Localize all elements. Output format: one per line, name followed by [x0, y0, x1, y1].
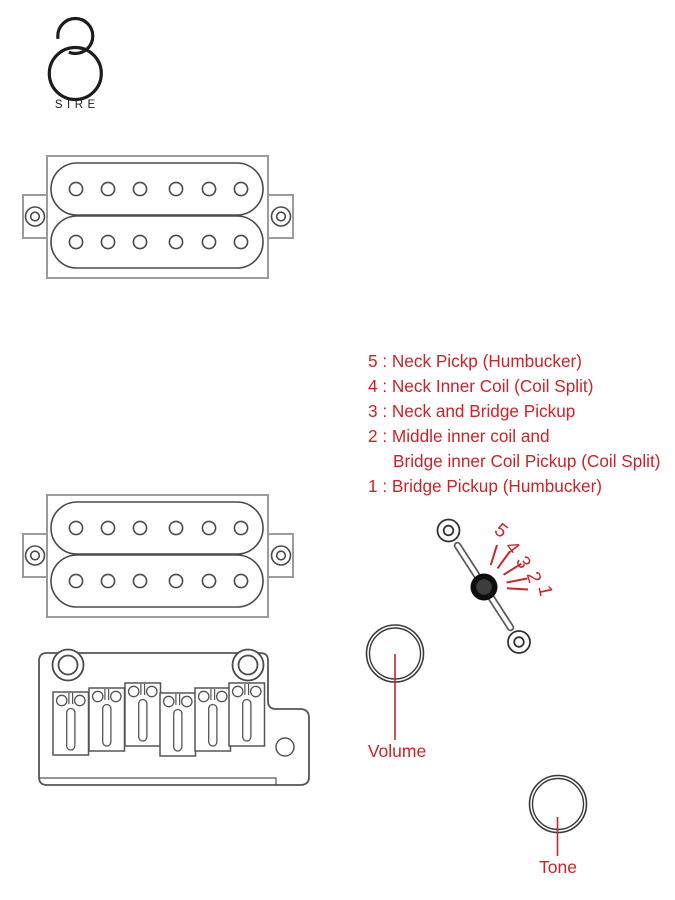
neck-pickup-illustration	[22, 155, 294, 279]
svg-text:4: 4	[500, 537, 524, 559]
svg-text:1: 1	[533, 583, 557, 599]
bridge-saddles	[53, 683, 265, 756]
saddle-4	[160, 693, 196, 756]
switch-screw-top	[438, 520, 460, 542]
saddle-6	[229, 683, 265, 746]
switch-position-numbers	[490, 520, 556, 599]
sire-logo-icon	[40, 14, 110, 106]
selector-legend	[368, 349, 668, 499]
volume-label: Volume	[367, 741, 427, 761]
legend-line-3: 3 : Neck and Bridge Pickup	[368, 401, 576, 421]
pickup-selector-switch	[428, 512, 563, 662]
saddle-2	[89, 688, 125, 751]
tone-label: Tone	[539, 857, 577, 877]
tremolo-arm-hole	[276, 738, 294, 756]
svg-text:2: 2	[521, 569, 545, 586]
svg-text:5: 5	[490, 519, 512, 543]
bridge-pickup-illustration	[22, 494, 294, 618]
legend-line-5: 5 : Neck Pickp (Humbucker)	[368, 351, 582, 371]
saddle-1	[53, 692, 89, 755]
brand-name: SIRE	[54, 99, 100, 111]
svg-text:3: 3	[511, 553, 535, 573]
saddle-5	[195, 688, 231, 751]
bridge-hardware-illustration	[38, 648, 313, 793]
switch-knob	[471, 574, 498, 601]
tone-knob	[527, 774, 591, 860]
legend-line-1: 1 : Bridge Pickup (Humbucker)	[368, 476, 603, 496]
switch-screw-bottom	[508, 631, 530, 653]
legend-line-2: 2 : Middle inner coil and	[368, 426, 550, 446]
legend-line-4: 4 : Neck Inner Coil (Coil Split)	[368, 376, 594, 396]
saddle-3	[125, 683, 161, 746]
legend-line-2-continued: Bridge inner Coil Pickup (Coil Split)	[393, 451, 661, 471]
volume-knob	[360, 619, 432, 747]
